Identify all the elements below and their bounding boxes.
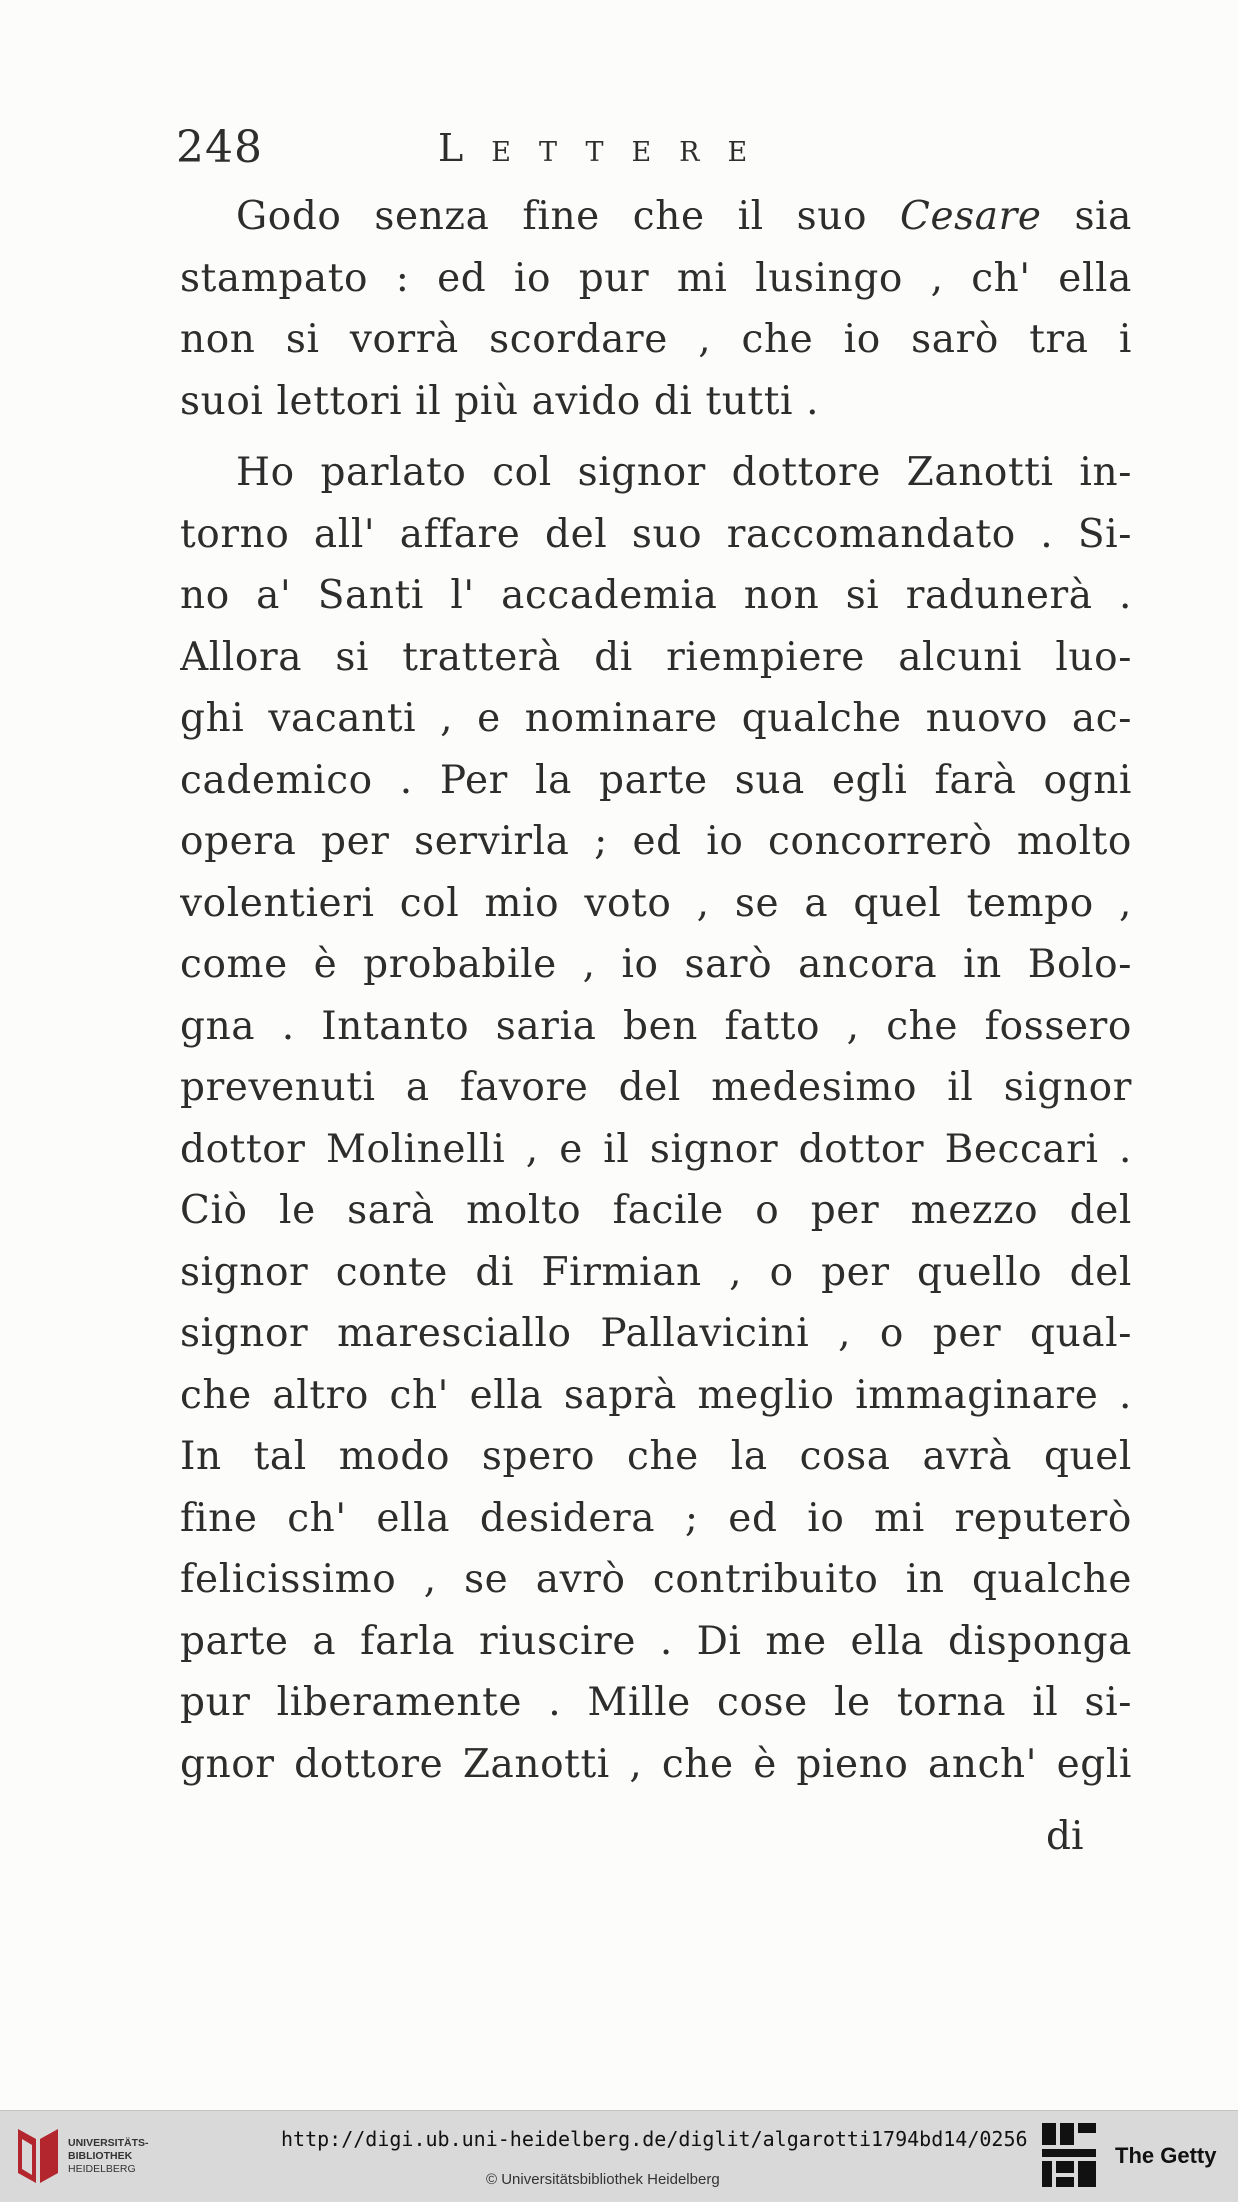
text-line: signor maresciallo Pallavicini , o per qual- (180, 1311, 1132, 1356)
getty-logo-icon[interactable] (1040, 2121, 1100, 2193)
text-line: Ho parlato col signor dottore Zanotti in- (236, 450, 1132, 495)
text-line: opera per servirla ; ed io concorrerò molto (180, 819, 1132, 864)
text-line: stampato : ed io pur mi lusingo , ch' ella (180, 255, 1132, 301)
text-line: non si vorrà scordare , che io sarò tra i (180, 317, 1132, 362)
text-line: ghi vacanti , e nominare qualche nuovo ac- (180, 696, 1132, 741)
text-line: Allora si tratterà di riempiere alcuni luo- (180, 634, 1132, 680)
university-library-logo[interactable] (12, 2125, 172, 2189)
copyright-notice: © Universitätsbibliothek Heidelberg (486, 2171, 720, 2188)
italic-title: Cesare (900, 194, 1042, 239)
text-line: Ciò le sarà molto facile o per mezzo del (180, 1188, 1132, 1233)
library-name-line: BIBLIOTHEK (68, 2150, 133, 2162)
text-line: parte a farla riuscire . Di me ella disponga (180, 1618, 1132, 1664)
text-line: signor conte di Firmian , o per quello del (180, 1249, 1132, 1295)
text-line: felicissimo , se avrò contribuito in qualche (180, 1557, 1132, 1602)
heidelberg-library-icon (12, 2125, 64, 2189)
text-line: fine ch' ella desidera ; ed io mi reputerò (180, 1495, 1132, 1541)
running-head (176, 122, 1136, 182)
text-line: che altro ch' ella saprà meglio immaginare . (180, 1372, 1132, 1418)
library-name-line: HEIDELBERG (68, 2163, 136, 2175)
text-line: In tal modo spero che la cosa avrà quel (180, 1434, 1132, 1479)
text-line: torno all' affare del suo raccomandato . Si- (180, 511, 1132, 557)
getty-name[interactable]: The Getty (1115, 2143, 1217, 2168)
body-text (180, 186, 1132, 1795)
viewer-footer (0, 2110, 1238, 2202)
text-line: Godo senza fine che il suo Cesare sia (236, 194, 1132, 239)
text-line: no a' Santi l' accademia non si radunerà . (180, 573, 1132, 618)
library-name-line: UNIVERSITÄTS- (68, 2137, 149, 2149)
catchword: di (1046, 1814, 1084, 1859)
text-line: pur liberamente . Mille cose le torna il si- (180, 1680, 1132, 1725)
text-line: dottor Molinelli , e il signor dottor Beccari . (180, 1126, 1132, 1172)
text-line: suoi lettori il più avido di tutti . (180, 378, 820, 424)
text-line: prevenuti a favore del medesimo il signor (180, 1065, 1132, 1110)
text-line: gna . Intanto saria ben fatto , che fossero (180, 1003, 1132, 1049)
text-line: cademico . Per la parte sua egli farà ogni (180, 757, 1132, 803)
permalink-url[interactable]: http://digi.ub.uni-heidelberg.de/diglit/algarotti1794bd14/0256 (281, 2127, 1028, 2151)
page-number: 248 (176, 122, 263, 173)
text-line: volentieri col mio voto , se a quel tempo , (180, 880, 1132, 926)
running-title: Lettere (438, 126, 776, 170)
text-line: come è probabile , io sarò ancora in Bolo- (180, 942, 1132, 987)
text-line: gnor dottore Zanotti , che è pieno anch' egli (180, 1741, 1132, 1787)
